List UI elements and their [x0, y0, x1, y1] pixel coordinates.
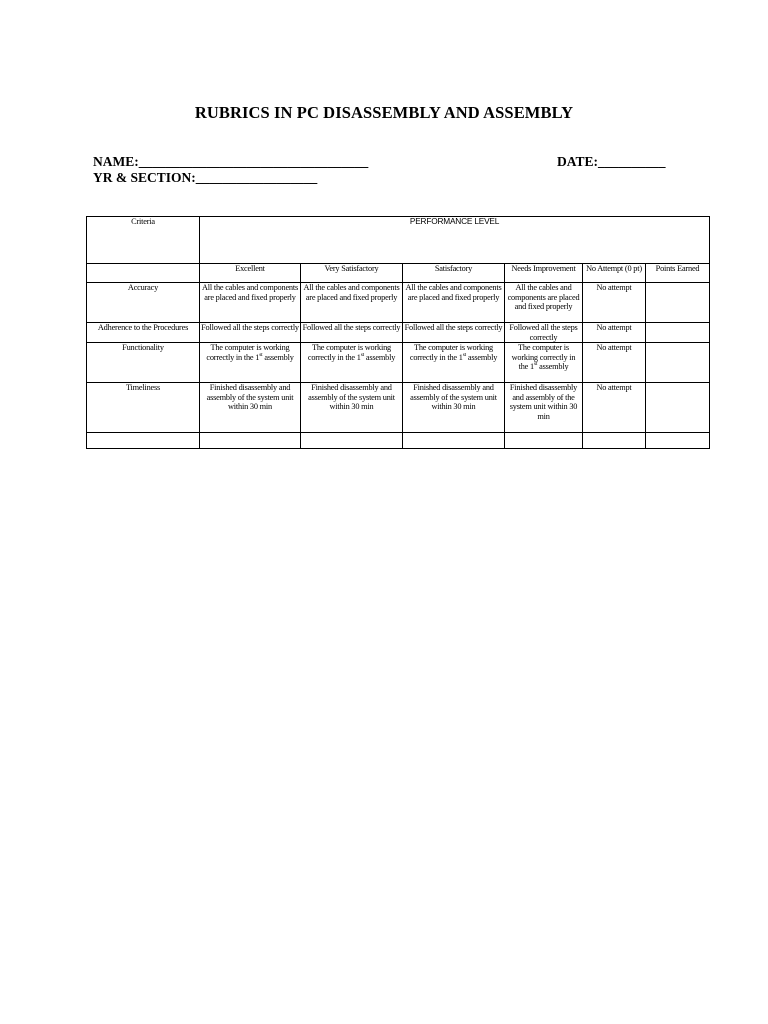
- criterion-accuracy: Accuracy: [87, 283, 200, 323]
- cell-satisfactory: Followed all the steps correctly: [403, 323, 505, 343]
- criterion-timeliness: Timeliness: [87, 383, 200, 433]
- table-row: [87, 383, 710, 433]
- level-very-satisfactory: Very Satisfactory: [301, 264, 403, 283]
- cell-excellent: All the cables and components are placed and fixed properly: [200, 283, 301, 323]
- cell-excellent: The computer is working correctly in the 1st assembly: [200, 343, 301, 383]
- level-needs-improvement: Needs Improvement: [505, 264, 583, 283]
- blank-cell: [87, 433, 200, 449]
- cell-very-satisfactory: All the cables and components are placed and fixed properly: [301, 283, 403, 323]
- cell-needs-improvement: All the cables and components are placed and fixed properly: [505, 283, 583, 323]
- date-field: DATE:__________: [557, 154, 666, 169]
- cell-very-satisfactory: The computer is working correctly in the 1st assembly: [301, 343, 403, 383]
- blank-cell: [403, 433, 505, 449]
- cell-points-earned: [646, 283, 710, 323]
- cell-needs-improvement: Followed all the steps correctly: [505, 323, 583, 343]
- blank-cell: [583, 433, 646, 449]
- rubric-table: [86, 216, 710, 449]
- cell-points-earned: [646, 383, 710, 433]
- criterion-functionality: Functionality: [87, 343, 200, 383]
- year-section-field: YR & SECTION:__________________: [93, 170, 318, 185]
- level-no-attempt: No Attempt (0 pt): [583, 264, 646, 283]
- table-row: [87, 343, 710, 383]
- cell-no-attempt: No attempt: [583, 323, 646, 343]
- cell-no-attempt: No attempt: [583, 283, 646, 323]
- level-satisfactory: Satisfactory: [403, 264, 505, 283]
- cell-excellent: Finished disassembly and assembly of the system unit within 30 min: [200, 383, 301, 433]
- levels-row: [87, 264, 710, 283]
- cell-needs-improvement: The computer is working correctly in the 1st assembly: [505, 343, 583, 383]
- name-field: NAME:__________________________________: [93, 154, 369, 169]
- criteria-header: Criteria: [87, 217, 200, 264]
- blank-row: [87, 433, 710, 449]
- cell-points-earned: [646, 323, 710, 343]
- blank-cell: [301, 433, 403, 449]
- blank-cell: [646, 433, 710, 449]
- level-excellent: Excellent: [200, 264, 301, 283]
- cell-no-attempt: No attempt: [583, 343, 646, 383]
- header-row: [87, 217, 710, 264]
- table-row: [87, 323, 710, 343]
- level-points-earned: Points Earned: [646, 264, 710, 283]
- cell-points-earned: [646, 343, 710, 383]
- cell-excellent: Followed all the steps correctly: [200, 323, 301, 343]
- blank-cell: [505, 433, 583, 449]
- cell-satisfactory: The computer is working correctly in the 1st assembly: [403, 343, 505, 383]
- cell-very-satisfactory: Finished disassembly and assembly of the system unit within 30 min: [301, 383, 403, 433]
- table-row: [87, 283, 710, 323]
- criterion-adherence: Adherence to the Procedures: [87, 323, 200, 343]
- cell-needs-improvement: Finished disassembly and assembly of the system unit within 30 min: [505, 383, 583, 433]
- cell-very-satisfactory: Followed all the steps correctly: [301, 323, 403, 343]
- cell-satisfactory: All the cables and components are placed and fixed properly: [403, 283, 505, 323]
- levels-blank-cell: [87, 264, 200, 283]
- performance-level-header: PERFORMANCE LEVEL: [200, 217, 710, 264]
- document-title: RUBRICS IN PC DISASSEMBLY AND ASSEMBLY: [194, 103, 574, 122]
- cell-satisfactory: Finished disassembly and assembly of the system unit within 30 min: [403, 383, 505, 433]
- blank-cell: [200, 433, 301, 449]
- cell-no-attempt: No attempt: [583, 383, 646, 433]
